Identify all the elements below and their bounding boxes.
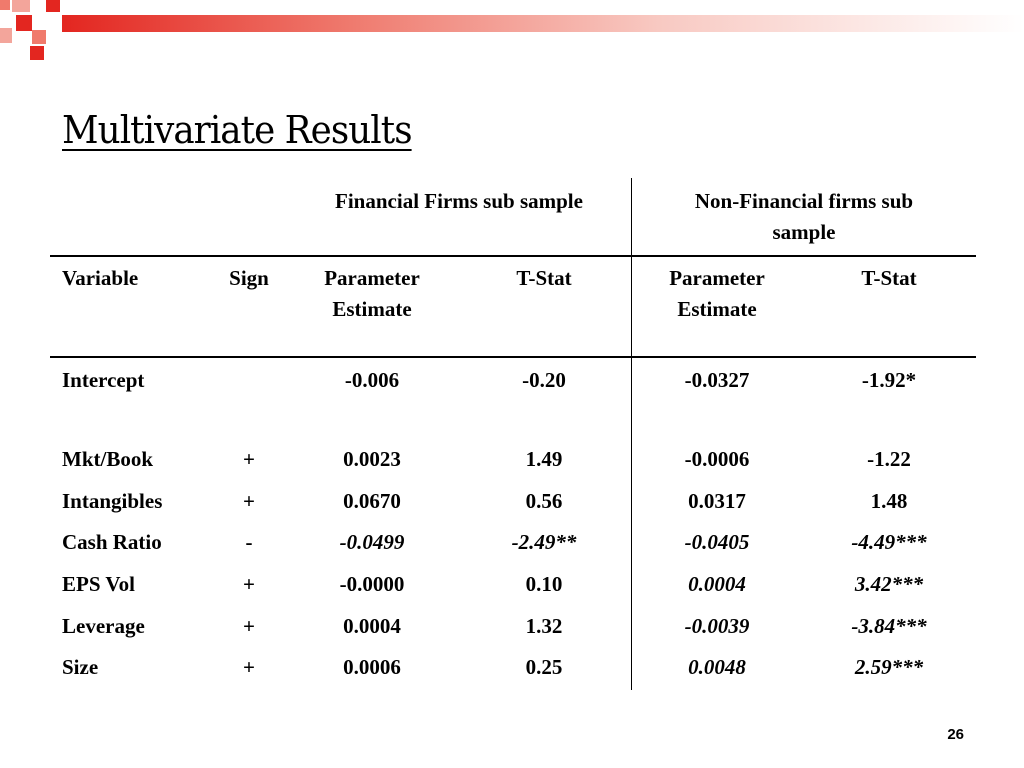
row-nonfin-estimate: 0.0048 [688, 655, 746, 679]
row-variable: Size [62, 655, 99, 679]
row-nonfin-tstat: -1.22 [867, 447, 911, 471]
row-variable: Leverage [62, 614, 145, 638]
col-header-fin-estimate: Parameter Estimate [324, 266, 420, 321]
row-fin-estimate: 0.0004 [343, 614, 401, 638]
decor-square-3 [46, 0, 60, 12]
row-fin-estimate: -0.0000 [339, 572, 405, 596]
row-nonfin-estimate: 0.0317 [688, 489, 746, 513]
row-sign: + [243, 489, 255, 513]
decor-square-1 [0, 0, 10, 10]
col-header-variable: Variable [62, 266, 139, 290]
table-rule-header [50, 356, 976, 358]
row-nonfin-tstat: -4.49*** [851, 530, 927, 554]
row-nonfin-estimate: 0.0004 [688, 572, 746, 596]
row-variable: Mkt/Book [62, 447, 154, 471]
row-fin-estimate: -0.0499 [339, 530, 405, 554]
group-header-nonfinancial: Non-Financial firms sub sample [694, 189, 914, 244]
row-fin-estimate: 0.0006 [343, 655, 401, 679]
row-fin-tstat: 0.56 [525, 489, 563, 513]
row-sign: + [243, 447, 255, 471]
group-header-financial: Financial Firms sub sample [335, 189, 583, 213]
slide-title: Multivariate Results [62, 108, 412, 152]
row-nonfin-tstat: -3.84*** [851, 614, 927, 638]
col-header-sign: Sign [229, 266, 269, 290]
row-nonfin-estimate: -0.0327 [684, 368, 750, 392]
row-variable: Cash Ratio [62, 530, 162, 554]
row-fin-estimate: 0.0023 [343, 447, 401, 471]
decor-square-5 [0, 28, 12, 43]
row-nonfin-tstat: -1.92* [861, 368, 917, 392]
decor-square-6 [32, 30, 46, 44]
row-variable: EPS Vol [62, 572, 135, 596]
row-fin-tstat: 1.32 [525, 614, 563, 638]
row-fin-tstat: -0.20 [522, 368, 566, 392]
row-nonfin-tstat: 2.59*** [854, 655, 924, 679]
row-sign: + [243, 614, 255, 638]
col-header-fin-tstat: T-Stat [516, 266, 572, 290]
row-nonfin-estimate: -0.0006 [684, 447, 750, 471]
row-nonfin-tstat: 3.42*** [854, 572, 924, 596]
row-nonfin-estimate: -0.0405 [684, 530, 750, 554]
row-fin-tstat: 0.10 [525, 572, 563, 596]
row-variable: Intercept [62, 368, 145, 392]
row-fin-tstat: -2.49** [511, 530, 577, 554]
col-header-nonfin-estimate: Parameter Estimate [669, 266, 765, 321]
row-variable: Intangibles [62, 489, 163, 513]
row-sign: + [243, 655, 255, 679]
page-number: 26 [947, 726, 964, 743]
decor-square-7 [30, 46, 44, 60]
decor-square-2 [12, 0, 30, 12]
row-fin-estimate: -0.006 [344, 368, 400, 392]
table-rule-top [50, 255, 976, 257]
col-header-nonfin-tstat: T-Stat [861, 266, 917, 290]
decor-square-4 [16, 15, 32, 31]
row-fin-estimate: 0.0670 [343, 489, 401, 513]
row-fin-tstat: 1.49 [525, 447, 563, 471]
header-gradient-bar [62, 15, 1024, 32]
row-sign: - [245, 530, 253, 554]
row-sign: + [243, 572, 255, 596]
row-nonfin-tstat: 1.48 [870, 489, 908, 513]
row-nonfin-estimate: -0.0039 [684, 614, 750, 638]
row-fin-tstat: 0.25 [525, 655, 563, 679]
